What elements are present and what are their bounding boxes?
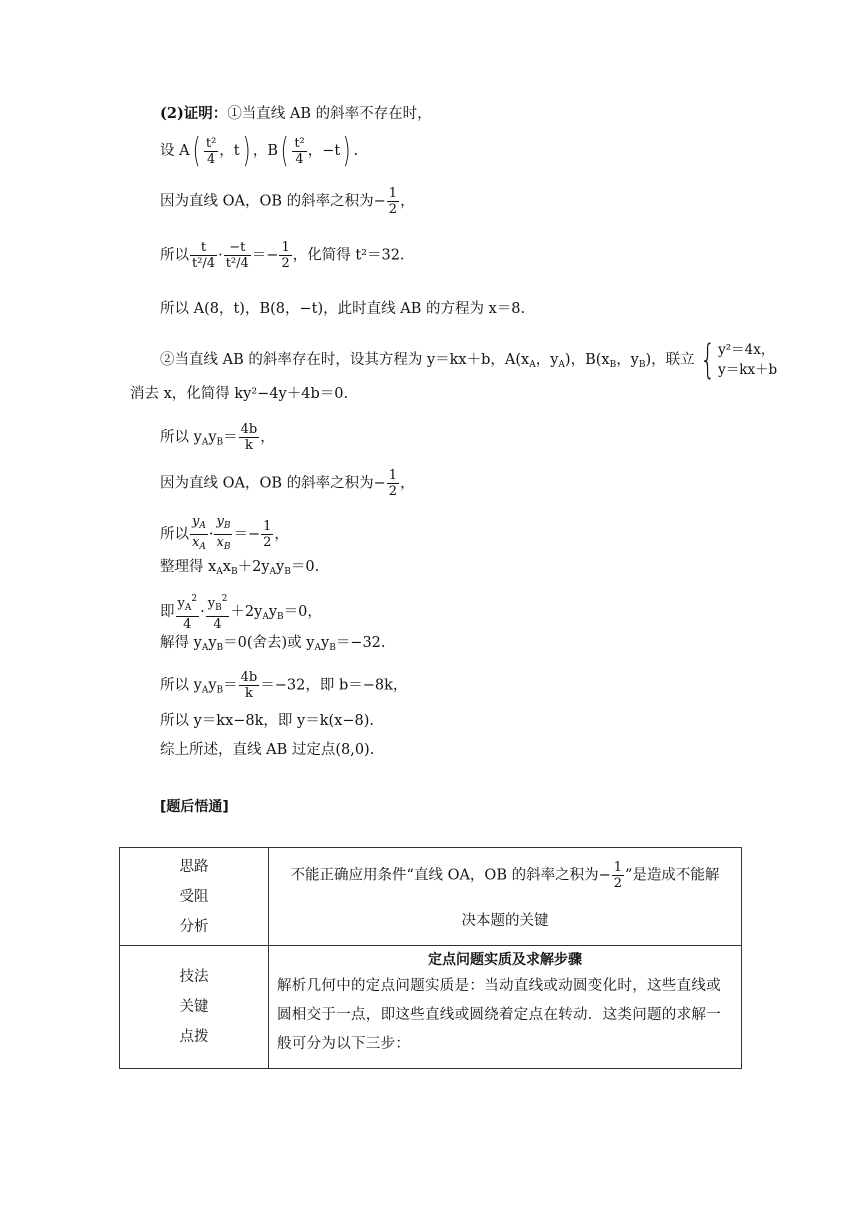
slope-product-line-2: 因为直线 OA，OB 的斜率之积为− $\frac{1}{2}$ ， <box>160 468 415 499</box>
system-eq-2: y＝kx＋b <box>718 362 778 378</box>
point-a-y: ，t <box>219 143 240 159</box>
system-eq-1: y²＝4x， <box>718 342 775 358</box>
fraction-one-half: $\frac{1}{2}$ <box>388 468 398 499</box>
obstacle-text-c: 决本题的关键 <box>461 913 549 929</box>
substitute-line: 即 $\frac{y_A^2}{4}$ · $\frac{y_B^2}{4}$ $+2y_Ay_B=0$， <box>160 594 322 632</box>
slope-product-text: 因为直线 OA，OB 的斜率之积为− <box>160 475 386 492</box>
slope-product-text: 因为直线 OA，OB 的斜率之积为− <box>160 193 386 210</box>
open-paren-icon: ( <box>192 131 201 171</box>
rearrange-line: 整理得 $x_Ax_B+2y_Ay_B=0$. <box>160 559 320 577</box>
product-y-line: 所以 $y_Ay_B=$ $\frac{4b}{k}$ ， <box>160 422 275 453</box>
slope-product-line <box>160 186 415 217</box>
fraction-t2-over-4: $\frac{\text{t²}}{4}$ <box>294 135 305 167</box>
vertical-line-text: 所以 A(8，t)，B(8，−t)，此时直线 AB 的方程为 x＝8. <box>160 301 526 317</box>
point-a-label: 设 A <box>160 143 190 159</box>
fraction-ya2-over-4: $\frac{y_A^2}{4}$ <box>177 594 198 632</box>
so-label: 所以 y <box>160 677 202 694</box>
solve-line: 解得 $y_Ay_B=0$(舍去)或 $y_Ay_B=-32$. <box>160 635 386 653</box>
set-points-line <box>160 131 359 171</box>
label-part: 技法 <box>179 969 209 985</box>
conclusion-text: 综上所述，直线 AB 过定点(8,0). <box>160 742 375 758</box>
fraction-yb2-over-4: $\frac{y_B^2}{4}$ <box>207 594 228 632</box>
conclusion-line <box>160 740 374 760</box>
simplify-result: ，化简得 t²＝32. <box>292 247 405 264</box>
eliminate-x-text: 消去 x，化简得 ky²−4y＋4b＝0. <box>130 386 349 402</box>
case-2-text: ②当直线 AB 的斜率存在时，设其方程为 y＝kx＋b，A(x <box>160 352 530 368</box>
fraction-one-half: $\frac{1}{2}$ <box>613 860 623 891</box>
equation-system <box>718 340 777 380</box>
open-paren-icon: ( <box>280 131 289 171</box>
insight-table <box>119 847 742 1069</box>
so-label: 所以 <box>160 247 189 264</box>
left-brace-icon: { <box>699 337 716 383</box>
point-b-y: ，−t <box>307 143 341 159</box>
simplify-line: 所以 $\frac{t}{\text{t²/4}}$ · $\frac{-t}{\text{t²/4}}$ ＝− $\frac{1}{2}$ ，化简得 t²＝32. <box>160 240 405 271</box>
label-part: 受阻 <box>179 888 209 905</box>
fraction-yb-over-xb: $\frac{y_B}{x_B}$ <box>216 514 231 552</box>
label-part: 点拨 <box>179 1029 209 1045</box>
label-part: 关键 <box>179 999 209 1015</box>
equals: ＝− <box>251 247 279 264</box>
technique-heading: 定点问题实质及求解步骤 <box>428 952 582 968</box>
row-label-obstacle <box>120 848 269 946</box>
fraction-one-half: $\frac{1}{2}$ <box>263 519 272 550</box>
table-row <box>120 848 742 946</box>
vertical-line-result <box>160 299 525 319</box>
fraction-one-half: $\frac{1}{2}$ <box>281 240 290 271</box>
obstacle-text-b: ”是造成不能解 <box>625 867 720 884</box>
so-label: 所以 <box>160 526 189 543</box>
solve-text: 解得 y <box>160 635 202 651</box>
obstacle-text-a: 不能正确应用条件“直线 OA，OB 的斜率之积为− <box>290 867 611 884</box>
technique-body: 解析几何中的定点问题实质是：当动直线或动圆变化时，这些直线或圆相交于一点，即这些直线或圆绕着定点在转动．这类问题的求解一般可分为以下三步： <box>277 978 721 1052</box>
section-title: [题后悟通] <box>160 799 229 815</box>
fraction-neg-t-over-t2-4: $\frac{-t}{\text{t²/4}}$ <box>225 240 249 271</box>
b-value-line: 所以 $y_Ay_B=$ $\frac{4b}{k}$ ＝−32，即 b＝−8k， <box>160 670 408 701</box>
namely-label: 即 <box>160 604 175 620</box>
comma: ， <box>400 193 415 210</box>
so-label: 所以 y <box>160 429 202 446</box>
case-1-text: ①当直线 AB 的斜率不存在时， <box>227 106 432 122</box>
close-paren-icon: ) <box>342 131 351 171</box>
slope-ratio-line: 所以 $\frac{y_A}{x_A}$ · $\frac{y_B}{x_B}$ ＝− $\frac{1}{2}$ ， <box>160 514 289 555</box>
row-content-technique <box>269 946 742 1069</box>
fraction-4b-over-k: $\frac{4b}{k}$ <box>240 670 258 701</box>
line-equation <box>160 711 374 731</box>
fraction-one-half: $\frac{1}{2}$ <box>388 186 398 217</box>
eliminate-x-line <box>130 384 348 404</box>
close-paren-icon: ) <box>242 131 251 171</box>
proof-label: (2)证明： <box>160 105 228 122</box>
row-label-technique <box>120 946 269 1069</box>
label-part: 思路 <box>179 858 209 875</box>
row-content-obstacle <box>269 848 742 946</box>
fraction-t-over-t2-4: $\frac{t}{\text{t²/4}}$ <box>192 240 216 271</box>
point-b-label: ，B <box>252 143 279 159</box>
table-row <box>120 946 742 1069</box>
fraction-t2-over-4: $\frac{\text{t²}}{4}$ <box>205 135 217 167</box>
case-2-line: ②当直线 AB 的斜率存在时，设其方程为 y＝kx＋b，$A(x_A$，$y_A$)，$B(x_B$，$y_B$)，联立 { y²＝4x， y＝kx＋b <box>160 337 778 383</box>
fraction-ya-over-xa: $\frac{y_A}{x_A}$ <box>192 514 206 552</box>
rearrange-text: 整理得 x <box>160 559 217 575</box>
line-equation-text: 所以 y＝kx−8k，即 y＝k(x−8). <box>160 713 374 729</box>
fraction-4b-over-k: $\frac{4b}{k}$ <box>240 422 258 453</box>
label-part: 分析 <box>179 918 209 935</box>
period: . <box>353 143 359 159</box>
proof-step-1 <box>160 104 432 124</box>
